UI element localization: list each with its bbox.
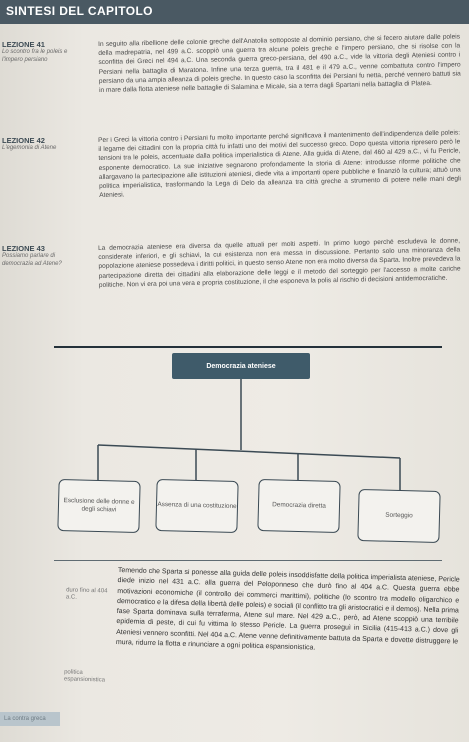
lesson-42-text: Per i Greci la vittoria contro i Persiani fu molto importante perché significava il mantenimento dell'indipendenza delle poleis: il legame dei cittadini con la propria città fu infatti uno dei motivi del successo greco. Dopo questa vittoria ripresero però le tensioni tra le poleis, accentuate dalla politica imperialistica di Atene. Alla guida di Atene, dal 460 al 429 a.C., vi fu Pericle, esponente democratico. La sue iniziative segnarono profondamente la storia di Atene: introdusse riforme politiche che allargavano la partecipazione alle istituzioni ateniesi, diede vita a importanti opere pubbliche e finanziò la cultura; attuò una politica imperialistica, trasformando la Lega di Delo da alleanza tra città greche a strumento di potere nelle mani degli Ateniesi. <box>98 129 462 200</box>
side-note-duration: duro fino al 404 a.C. <box>65 587 108 601</box>
diagram-root-node: Democrazia ateniese <box>172 353 310 379</box>
peloponnesian-war-text: Temendo che Sparta si ponesse alla guida delle poleis insoddisfatte della politica imperialista ateniese, Pericle diede inizio nel 431 a.C. alla guerra del Peloponneso che durò fino al 404 a.C. Questa guerra ebbe motivazioni economiche (il controllo dei commerci marittimi), politiche (lo scontro tra modello oligarchico e democratico e la difesa della libertà delle poleis) e sociali (il conflitto tra gli aristocratici e il demos). Nella prima fase Sparta dominava sulla terraferma, Atene sul mare. Nel 429 a.C., però, ad Atene scoppiò una terribile epidemia di peste, di cui fu vittima lo stesso Pericle. La guerra proseguì in Sicilia (415-413 a.C.) dove gli Ateniesi vennero sconfitti. Nel 404 a.C. Atene venne definitivamente battuta da Sparta e dovette distruggere le mura, ridurre la flotta e rinunciare a ogni politica espansionistica. <box>115 566 460 652</box>
lesson-41-text: In seguito alla ribellione delle colonie greche dell'Anatolia sottoposte al dominio persiano, che si fecero aiutare dalle poleis della madrepatria, nel 499 a.C. scoppiò una guerra tra alcune poleis greche e l'impero persiano, che si risolse con la sconfitta dei Greci nel 494 a.C. Una seconda guerra greco-persiana, del 490 a.C., vide la vittoria degli Ateniesi contro i Persiani nella battaglia di Maratona. Infine una terza guerra, tra il 481 e il 479 a.C., venne combattuta contro l'impero persiano da una ampia alleanza di poleis greche. In questo caso la sconfitta dei Persiani fu netta, perché vennero battuti sia in mare dalla flotta ateniese nelle battaglie di Salamina e Micale, sia a terra dagli Spartani nella battaglia di Platea. <box>98 33 461 95</box>
diagram-node-direct-democracy: Democrazia diretta <box>257 479 340 533</box>
lesson-42-subtitle: L'egemonia di Atene <box>2 145 57 151</box>
lesson-43-title: LEZIONE 43 <box>2 244 45 253</box>
chapter-summary-title: SINTESI DEL CAPITOLO <box>6 4 153 18</box>
lesson-41-subtitle: Lo scontro fra le poleis e l'impero persiano <box>2 49 68 63</box>
diagram-node-no-constitution: Assenza di una costituzione <box>155 479 238 533</box>
diagram-bottom-rule <box>54 560 442 561</box>
lesson-43-text: La democrazia ateniese era diversa da quelle attuali per molti aspetti. In primo luogo perché escludeva le donne, considerate inferiori, e gli schiavi, la cui esistenza non era messa in discussione. Pertanto solo una minoranza della popolazione ateniese possedeva i diritti politici, in questo senso Atene non era molto diversa da Sparta. Inoltre prevedeva la partecipazione diretta dei cittadini alla elaborazione delle leggi e il metodo del sorteggio per l'accesso a molte cariche politiche. Non vi era poi una vera e propria costituzione, il che esponeva la polis al rischio di decisioni antidemocratiche. <box>98 237 461 289</box>
diagram-node-exclusion: Esclusione delle donne e degli schiavi <box>57 479 140 533</box>
side-note-policy: politica espansionistica <box>63 669 106 684</box>
lesson-41-title: LEZIONE 41 <box>2 40 45 49</box>
diagram-node-lottery: Sorteggio <box>357 489 440 543</box>
lesson-43-subtitle: Possiamo parlare di democrazia ad Atene? <box>2 253 62 267</box>
lesson-42-title: LEZIONE 42 <box>2 136 45 145</box>
footer-tag: La contra greca <box>0 712 60 726</box>
